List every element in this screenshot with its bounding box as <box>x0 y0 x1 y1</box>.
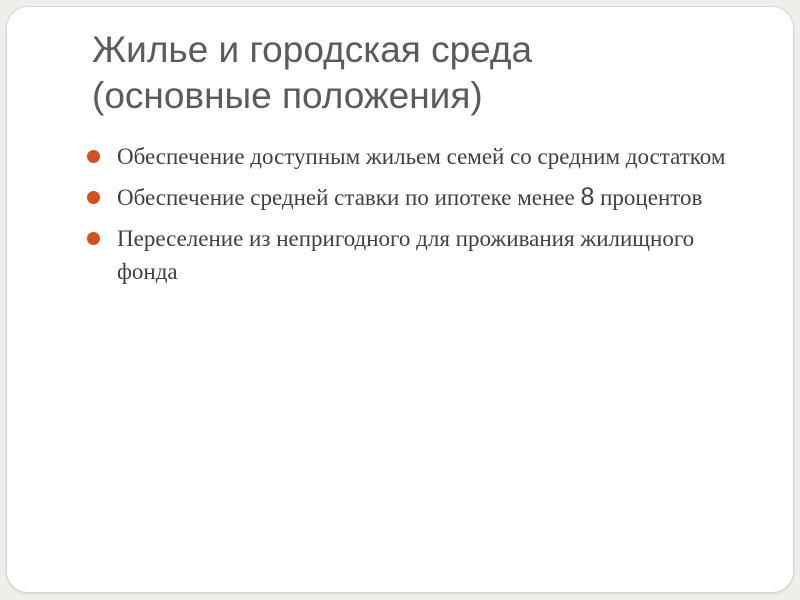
slide-card <box>6 6 794 593</box>
bullet-text-1: Обеспечение доступным жильем семей со средним достатком <box>117 144 726 169</box>
bullet-text-2-before: Обеспечение средней ставки по ипотеке менее <box>117 185 581 210</box>
bullet-item-2 <box>87 181 757 214</box>
slide-title-line-2: (основные положения) <box>92 75 483 116</box>
bullet-list <box>87 140 757 296</box>
bullet-dot-icon <box>87 191 100 204</box>
bullet-number-8: 8 <box>580 183 595 211</box>
bullet-item-1 <box>87 140 757 173</box>
bullet-text-3: Переселение из непригодного для проживания жилищного фонда <box>117 226 695 284</box>
bullet-text-2-after: процентов <box>594 185 703 210</box>
bullet-item-3 <box>87 222 757 288</box>
slide-title-line-1: Жилье и городская среда <box>92 29 533 70</box>
bullet-dot-icon <box>87 150 100 163</box>
bullet-dot-icon <box>87 232 100 245</box>
slide-title <box>92 27 732 119</box>
